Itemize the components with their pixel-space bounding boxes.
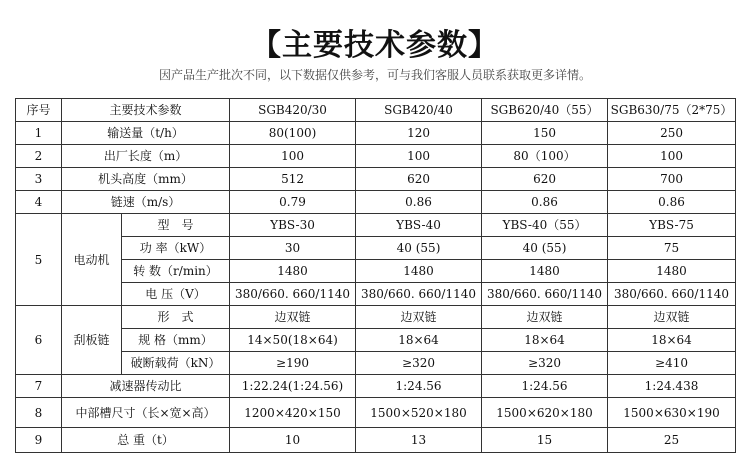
row-no: 8 xyxy=(16,398,62,428)
table-header-row xyxy=(16,99,736,122)
cell-value: ≥190 xyxy=(230,352,356,375)
cell-value: 80（100） xyxy=(482,145,608,168)
cell-value: YBS-40（55） xyxy=(482,214,608,237)
header-model: SGB420/40 xyxy=(356,99,482,122)
cell-value: ≥410 xyxy=(608,352,736,375)
row-param: 电 压（V） xyxy=(122,283,230,306)
cell-value: 80(100) xyxy=(230,122,356,145)
cell-value: 0.86 xyxy=(608,191,736,214)
row-param: 中部槽尺寸（长×宽×高） xyxy=(62,398,230,428)
table-row xyxy=(16,237,736,260)
cell-value: 40 (55) xyxy=(356,237,482,260)
cell-value: 380/660. 660/1140 xyxy=(356,283,482,306)
cell-value: 1200×420×150 xyxy=(230,398,356,428)
cell-value: 边双链 xyxy=(356,306,482,329)
row-param: 功 率（kW） xyxy=(122,237,230,260)
cell-value: 18×64 xyxy=(608,329,736,352)
table-row xyxy=(16,145,736,168)
table-row xyxy=(16,191,736,214)
table-row xyxy=(16,375,736,398)
page-subtitle: 因产品生产批次不同，以下数据仅供参考，可与我们客服人员联系获取更多详情。 xyxy=(158,68,591,82)
row-no: 6 xyxy=(16,306,62,375)
table-row xyxy=(16,283,736,306)
row-param: 出厂长度（m） xyxy=(62,145,230,168)
row-param: 破断载荷（kN） xyxy=(122,352,230,375)
row-param: 规 格（mm） xyxy=(122,329,230,352)
cell-value: 14×50(18×64) xyxy=(230,329,356,352)
row-param: 转 数（r/min） xyxy=(122,260,230,283)
cell-value: 1500×630×190 xyxy=(608,398,736,428)
row-no: 4 xyxy=(16,191,62,214)
cell-value: 18×64 xyxy=(356,329,482,352)
cell-value: 700 xyxy=(608,168,736,191)
cell-value: 512 xyxy=(230,168,356,191)
cell-value: 10 xyxy=(230,428,356,453)
cell-value: ≥320 xyxy=(356,352,482,375)
cell-value: 1:24.56 xyxy=(356,375,482,398)
row-param: 总 重（t） xyxy=(62,428,230,453)
cell-value: 13 xyxy=(356,428,482,453)
header-model: SGB630/75（2*75） xyxy=(608,99,736,122)
cell-value: 边双链 xyxy=(608,306,736,329)
cell-value: 1480 xyxy=(482,260,608,283)
cell-value: 380/660. 660/1140 xyxy=(608,283,736,306)
table-row xyxy=(16,214,736,237)
row-no: 1 xyxy=(16,122,62,145)
row-no: 2 xyxy=(16,145,62,168)
cell-value: 1480 xyxy=(608,260,736,283)
cell-value: 18×64 xyxy=(482,329,608,352)
cell-value: 380/660. 660/1140 xyxy=(482,283,608,306)
cell-value: 120 xyxy=(356,122,482,145)
table-row xyxy=(16,398,736,428)
page-title: 【主要技术参数】 xyxy=(251,28,499,63)
table-row xyxy=(16,122,736,145)
cell-value: 1480 xyxy=(356,260,482,283)
table-row xyxy=(16,168,736,191)
table-row xyxy=(16,352,736,375)
cell-value: YBS-75 xyxy=(608,214,736,237)
row-param: 减速器传动比 xyxy=(62,375,230,398)
cell-value: 25 xyxy=(608,428,736,453)
group-label-motor: 电动机 xyxy=(62,214,122,306)
table-row xyxy=(16,329,736,352)
cell-value: 边双链 xyxy=(482,306,608,329)
cell-value: 250 xyxy=(608,122,736,145)
cell-value: YBS-40 xyxy=(356,214,482,237)
header-model: SGB620/40（55） xyxy=(482,99,608,122)
cell-value: 100 xyxy=(608,145,736,168)
header-model: SGB420/30 xyxy=(230,99,356,122)
cell-value: 1:22.24(1:24.56) xyxy=(230,375,356,398)
cell-value: YBS-30 xyxy=(230,214,356,237)
cell-value: 1500×520×180 xyxy=(356,398,482,428)
cell-value: 1:24.56 xyxy=(482,375,608,398)
cell-value: 0.79 xyxy=(230,191,356,214)
cell-value: 150 xyxy=(482,122,608,145)
cell-value: 100 xyxy=(356,145,482,168)
table-row xyxy=(16,306,736,329)
row-param: 型 号 xyxy=(122,214,230,237)
cell-value: 0.86 xyxy=(482,191,608,214)
cell-value: 边双链 xyxy=(230,306,356,329)
row-param: 链速（m/s） xyxy=(62,191,230,214)
header-param: 主要技术参数 xyxy=(62,99,230,122)
cell-value: 1500×620×180 xyxy=(482,398,608,428)
cell-value: 0.86 xyxy=(356,191,482,214)
cell-value: 380/660. 660/1140 xyxy=(230,283,356,306)
cell-value: ≥320 xyxy=(482,352,608,375)
cell-value: 620 xyxy=(482,168,608,191)
header-no: 序号 xyxy=(16,99,62,122)
cell-value: 40 (55) xyxy=(482,237,608,260)
row-no: 7 xyxy=(16,375,62,398)
cell-value: 30 xyxy=(230,237,356,260)
row-param: 机头高度（mm） xyxy=(62,168,230,191)
row-param: 形 式 xyxy=(122,306,230,329)
row-param: 输送量（t/h） xyxy=(62,122,230,145)
cell-value: 1:24.438 xyxy=(608,375,736,398)
row-no: 3 xyxy=(16,168,62,191)
table-row xyxy=(16,260,736,283)
row-no: 9 xyxy=(16,428,62,453)
cell-value: 1480 xyxy=(230,260,356,283)
spec-table xyxy=(15,98,736,453)
cell-value: 100 xyxy=(230,145,356,168)
cell-value: 75 xyxy=(608,237,736,260)
table-row xyxy=(16,428,736,453)
cell-value: 620 xyxy=(356,168,482,191)
cell-value: 15 xyxy=(482,428,608,453)
row-no: 5 xyxy=(16,214,62,306)
group-label-chain: 刮板链 xyxy=(62,306,122,375)
